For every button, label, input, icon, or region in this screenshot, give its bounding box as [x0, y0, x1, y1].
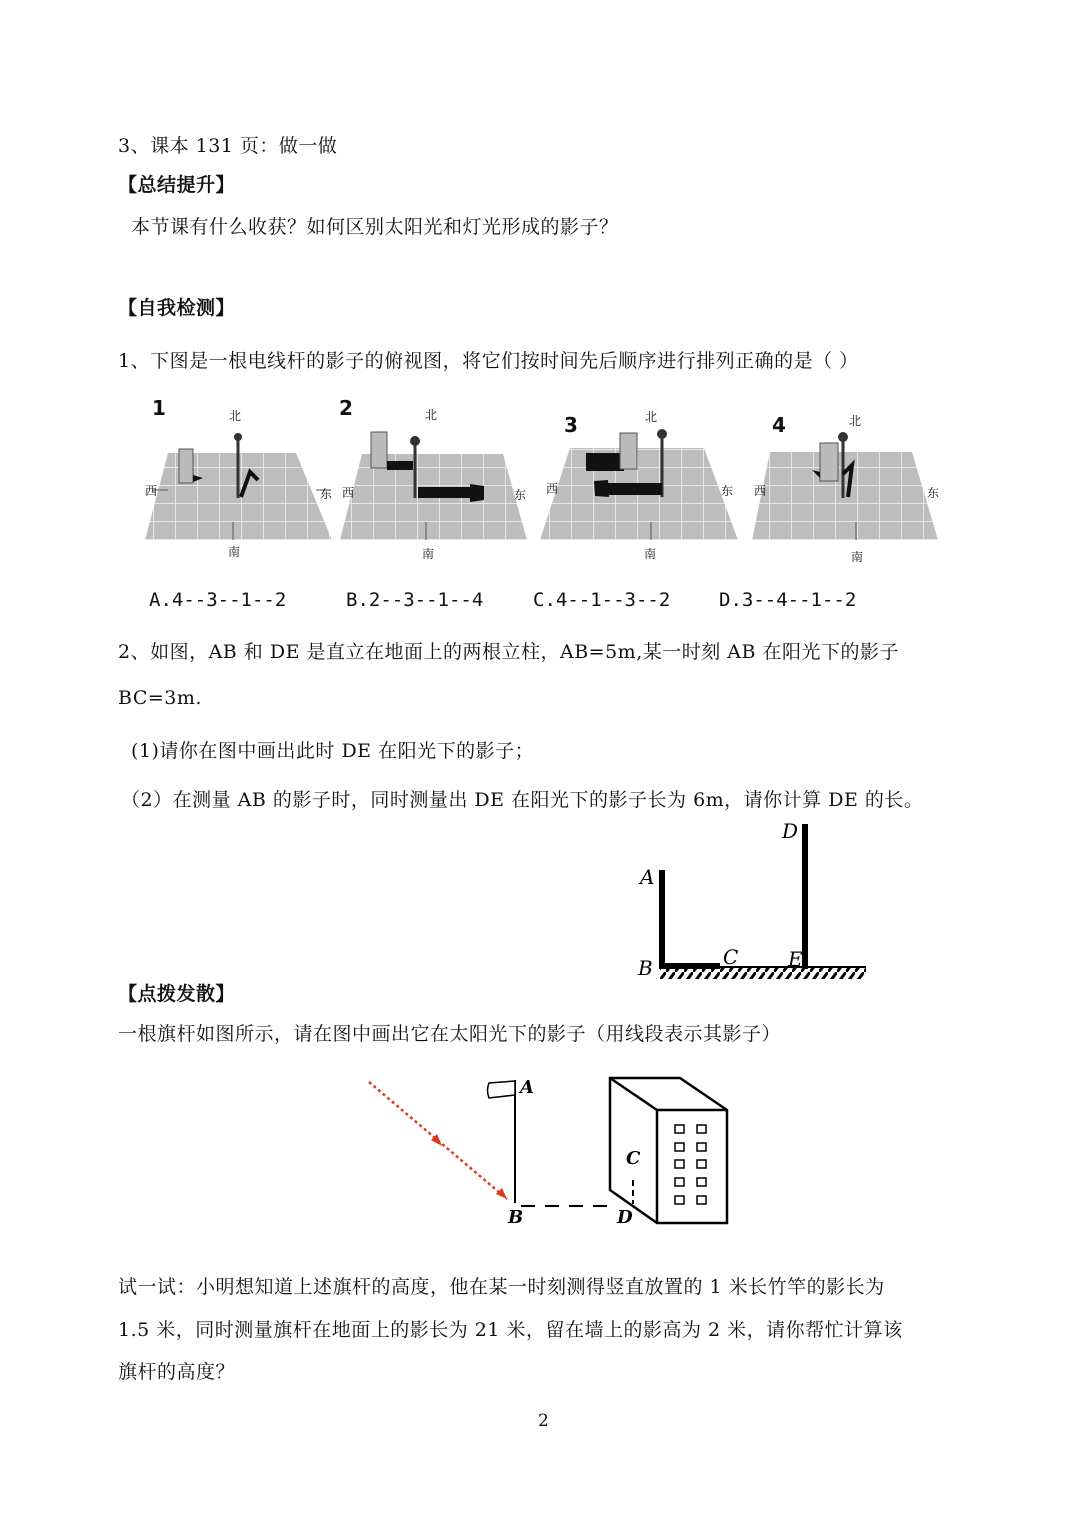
try-line-2: 1.5 米，同时测量旗杆在地面上的影长为 21 米，留在墙上的影高为 2 米，请你帮忙计算该 [118, 1319, 903, 1341]
label-a-flag: A [520, 1077, 534, 1098]
question-1: 1、下图是一根电线杆的影子的俯视图，将它们按时间先后顺序进行排列正确的是（ ） [118, 350, 859, 372]
label-d: D [782, 819, 799, 843]
option-c: C.4--1--3--2 [533, 589, 671, 611]
try-line-3: 旗杆的高度？ [118, 1361, 236, 1383]
panel-3-north: 北 [645, 410, 658, 424]
question-2-line-2: BC=3m. [118, 687, 202, 709]
heading-summary: 【总结提升】 [118, 174, 236, 196]
question-2-line-1: 2、如图，AB 和 DE 是直立在地面上的两根立柱，AB=5m,某一时刻 AB 在阳光下的影子 [118, 641, 900, 663]
option-b: B.2--3--1--4 [346, 589, 484, 611]
heading-self-test: 【自我检测】 [118, 297, 236, 319]
panel-2-west: 西 [342, 486, 355, 500]
label-e: E [788, 947, 803, 971]
try-line-1: 试一试：小明想知道上述旗杆的高度，他在某一时刻测得竖直放置的 1 米长竹竿的影长为 [118, 1276, 885, 1298]
label-d-wall: D [617, 1207, 633, 1228]
panel-2-north: 北 [425, 408, 438, 422]
panel-4-number: 4 [772, 413, 786, 437]
hint-question: 一根旗杆如图所示，请在图中画出它在太阳光下的影子（用线段表示其影子） [118, 1023, 782, 1045]
panel-4-south: 南 [851, 550, 864, 564]
option-a: A.4--3--1--2 [149, 589, 287, 611]
question-2-part-1: (1)请你在图中画出此时 DE 在阳光下的影子； [131, 740, 535, 762]
option-d: D.3--4--1--2 [719, 589, 857, 611]
line-textbook-ref: 3、课本 131 页：做一做 [118, 135, 338, 157]
panel-4-north: 北 [849, 414, 862, 428]
panel-1-north: 北 [229, 409, 242, 423]
panel-2-south: 南 [422, 547, 435, 561]
panel-1-east: 东 [320, 487, 333, 501]
summary-question: 本节课有什么收获？如何区别太阳光和灯光形成的影子？ [131, 216, 619, 238]
label-c-wall: C [626, 1148, 641, 1169]
heading-hint: 【点拨发散】 [118, 983, 236, 1005]
question-2-part-2: （2）在测量 AB 的影子时，同时测量出 DE 在阳光下的影子长为 6m，请你计算 DE 的长。 [121, 789, 924, 811]
flag [488, 1081, 516, 1098]
label-a: A [640, 865, 655, 889]
panel-3-number: 3 [564, 413, 578, 437]
panel-4-west: 西 [754, 484, 767, 498]
label-c: C [723, 945, 739, 969]
panel-4-east: 东 [927, 486, 940, 500]
panel-2-east: 东 [514, 488, 527, 502]
page-number: 2 [538, 1411, 550, 1431]
panel-1-south: 南 [228, 545, 241, 559]
panel-3-east: 东 [721, 484, 734, 498]
label-b: B [638, 956, 653, 980]
panel-3-south: 南 [644, 547, 657, 561]
panel-1-west: 西 [145, 484, 158, 498]
panel-2-number: 2 [339, 396, 353, 420]
panel-1-number: 1 [152, 396, 166, 420]
label-b-flag: B [508, 1207, 524, 1228]
panel-3-west: 西 [546, 482, 559, 496]
